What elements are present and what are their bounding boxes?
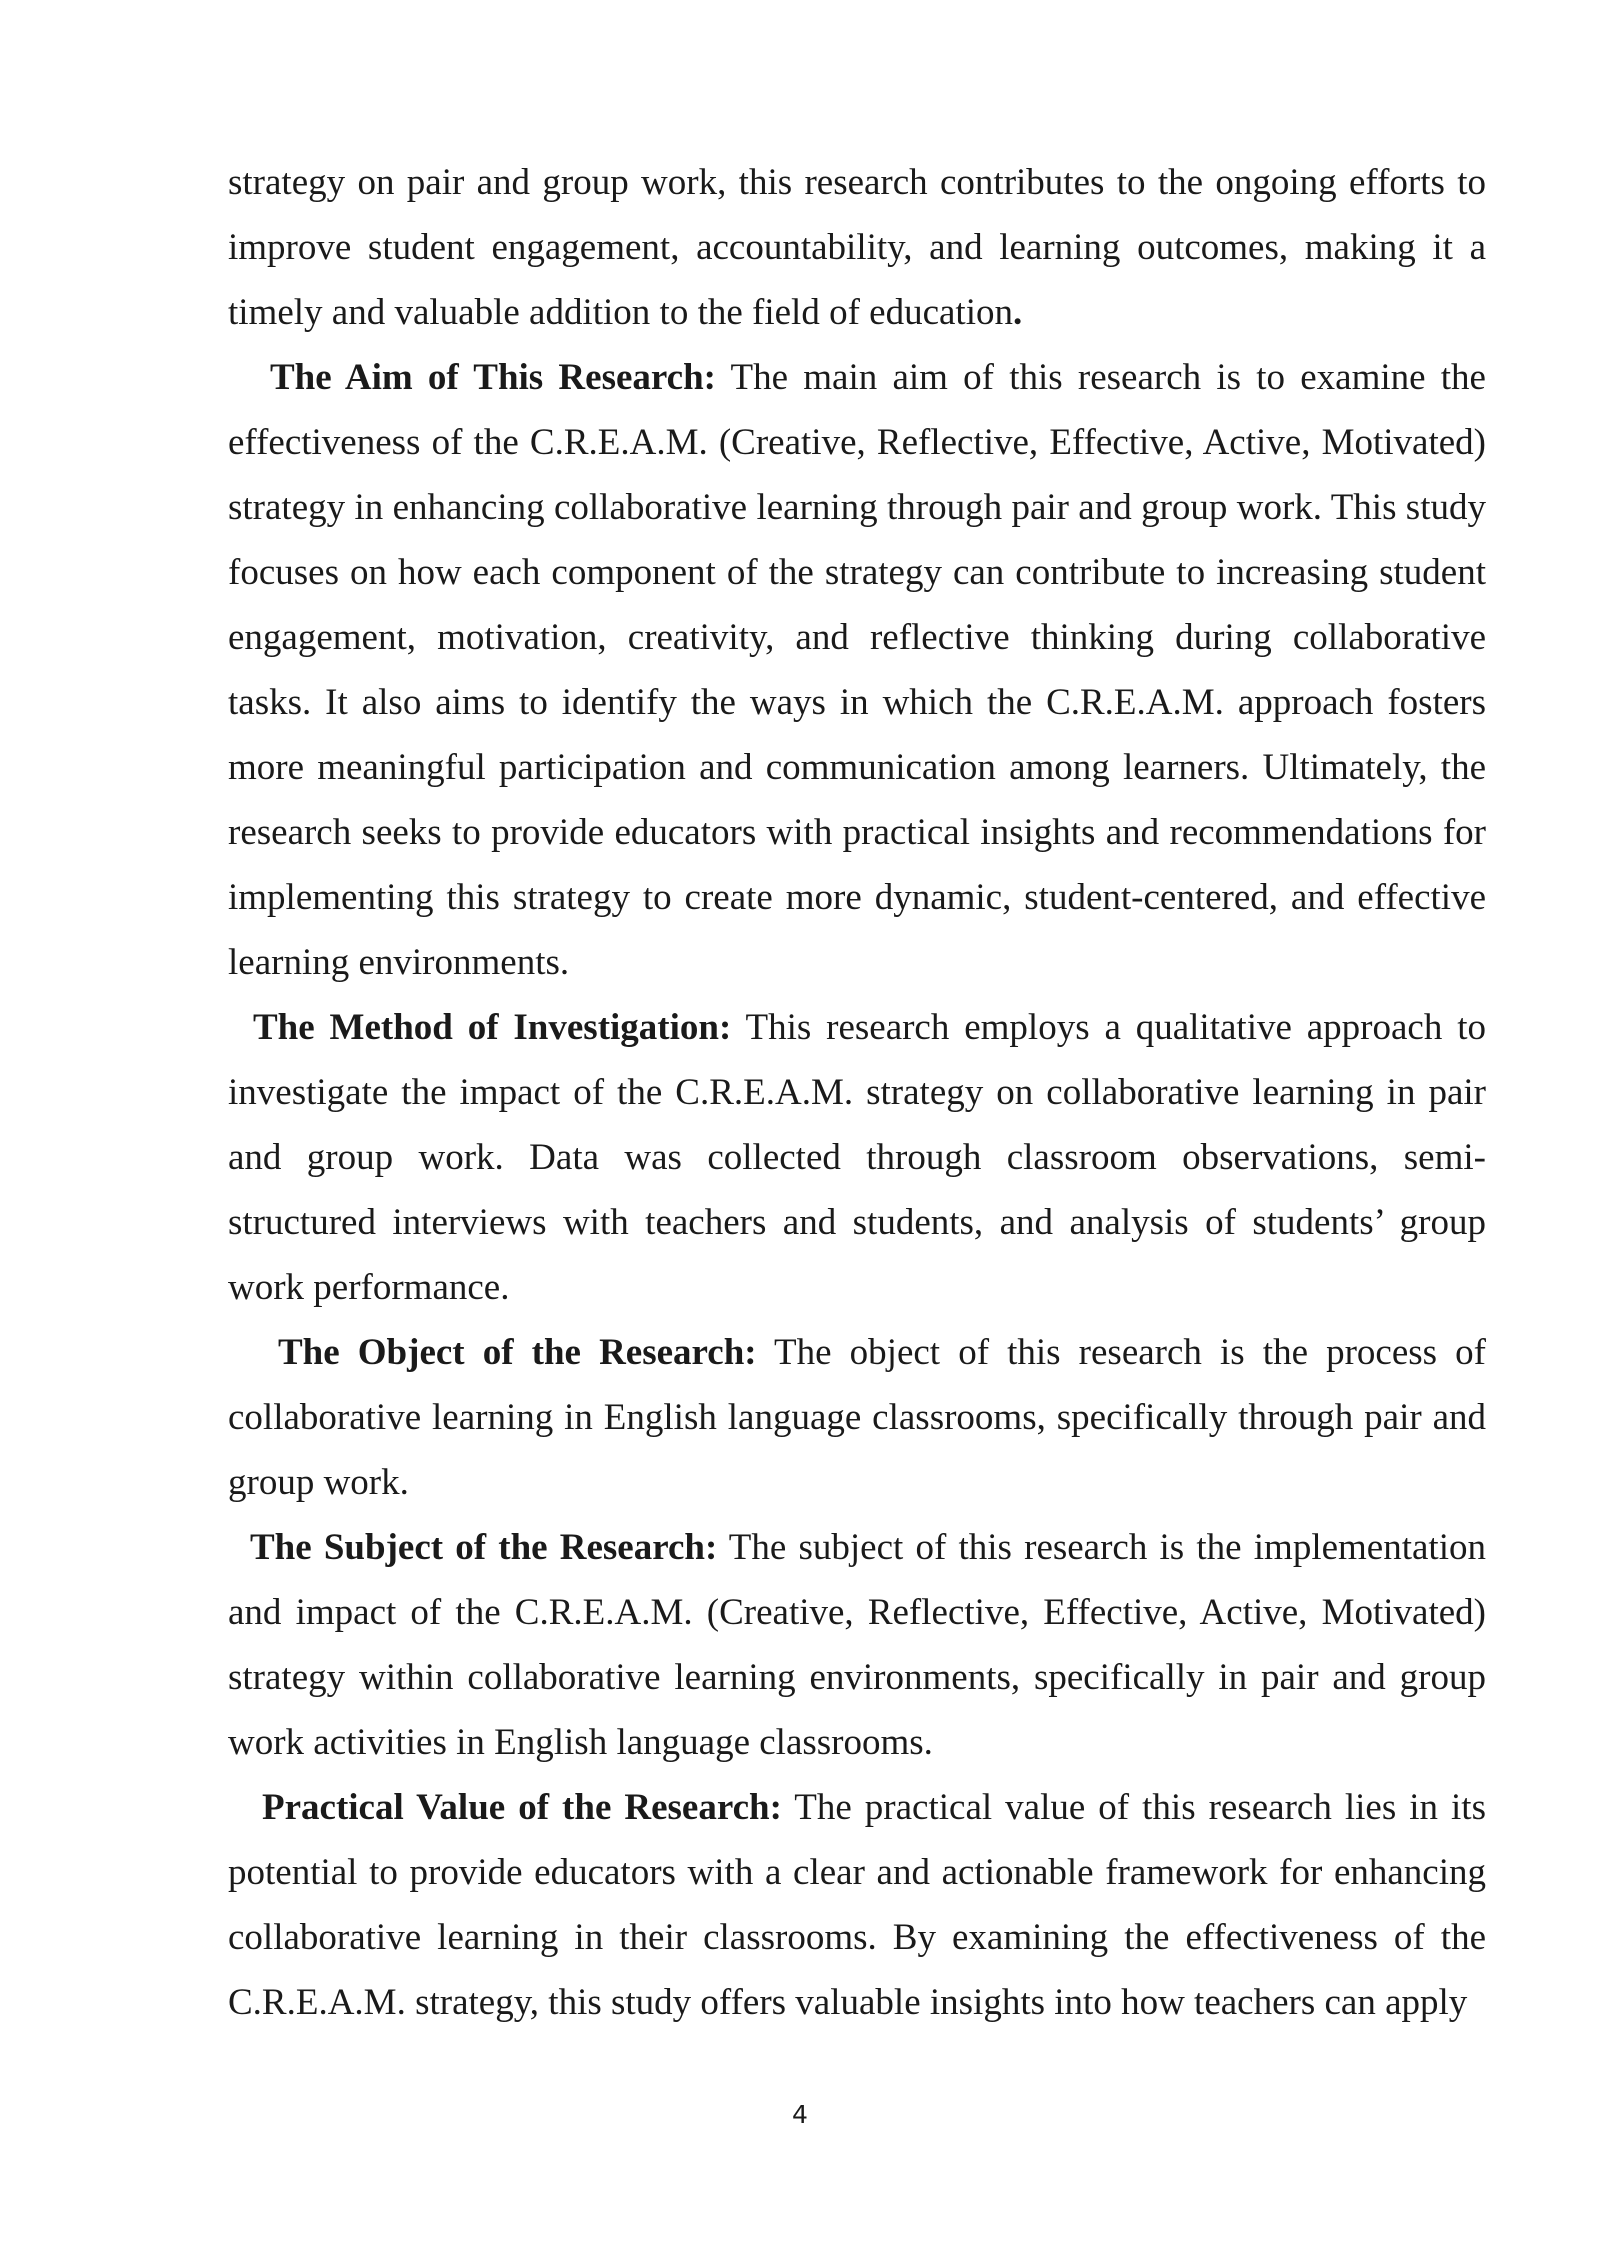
document-page <box>228 150 1486 2035</box>
paragraph-text: The object of this research is the process of collaborative learning in English language classrooms, specifically through pair and group work. <box>228 1332 1486 1503</box>
section-heading-practical: Practical Value of the Research: <box>262 1787 782 1828</box>
paragraph-text: The main aim of this research is to examine the effectiveness of the C.R.E.A.M. (Creative, Reflective, Effective, Active, Motivated) strategy in enhancing collaborative learning through pair and group work. This study focuses on how each component of the strategy can contribute to increasing student engagement, motivation, creativity, and reflective thinking during collaborative tasks. It also aims to identify the ways in which the C.R.E.A.M. approach fosters more meaningful participation and communication among learners. Ultimately, the research seeks to provide educators with practical insights and recommendations for implementing this strategy to create more dynamic, student-centered, and effective learning environments. <box>228 357 1486 983</box>
section-heading-object: The Object of the Research: <box>278 1332 757 1373</box>
page-number: 4 <box>792 2100 808 2129</box>
paragraph-method <box>228 995 1486 1320</box>
paragraph-text: This research employs a qualitative approach to investigate the impact of the C.R.E.A.M. strategy on collaborative learning in pair and group work. Data was collected through classroom observations, semi-structured interviews with teachers and students, and analysis of students’ group work performance. <box>228 1007 1486 1308</box>
paragraph-object <box>228 1320 1486 1515</box>
paragraph-intro <box>228 150 1486 345</box>
paragraph-aim <box>228 345 1486 995</box>
paragraph-text: The practical value of this research lies in its potential to provide educators with a clear and actionable framework for enhancing collaborative learning in their classrooms. By examining the effectiveness of the C.R.E.A.M. strategy, this study offers valuable insights into how teachers can apply <box>228 1787 1486 2023</box>
paragraph-subject <box>228 1515 1486 1775</box>
section-heading-method: The Method of Investigation: <box>253 1007 732 1048</box>
paragraph-practical <box>228 1775 1486 2035</box>
section-heading-subject: The Subject of the Research: <box>250 1527 718 1568</box>
paragraph-text: The subject of this research is the implementation and impact of the C.R.E.A.M. (Creative, Reflective, Effective, Active, Motivated) strategy within collaborative learning environments, specifically in pair and group work activities in English language classrooms. <box>228 1527 1486 1763</box>
paragraph-text: strategy on pair and group work, this research contributes to the ongoing efforts to improve student engagement, accountability, and learning outcomes, making it a timely and valuable addition to the field of education <box>228 162 1486 333</box>
paragraph-trailing-period: . <box>1013 292 1023 333</box>
section-heading-aim: The Aim of This Research: <box>270 357 716 398</box>
